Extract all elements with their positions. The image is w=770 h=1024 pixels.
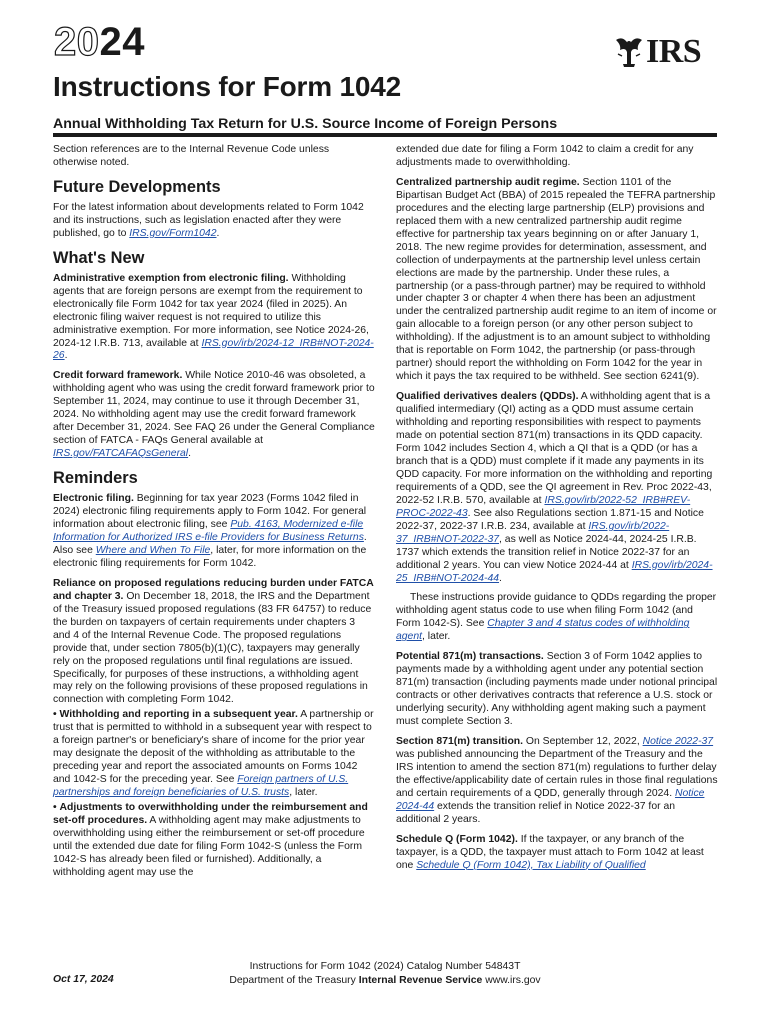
electronic-filing-paragraph xyxy=(53,493,375,571)
electronic-filing-title: Electronic filing. xyxy=(53,493,134,505)
footer-irs: Internal Revenue Service xyxy=(358,974,483,986)
footer-dept: Department of the Treasury xyxy=(229,974,359,986)
bullet-subsequent-year xyxy=(53,709,375,800)
reminders-heading: Reminders xyxy=(53,469,138,488)
bullet1-text: A partnership or trust that is permitted to withhold in a subsequent year with respect to a foreign partner's or beneficiary's share of income for the prior year may designate the deposit of the withholding as attributable to the preceding year and report the associated amounts on Forms 1042 and 1042-S for the preceding year. See xyxy=(53,709,374,786)
admin-end: . xyxy=(64,350,68,362)
future-developments-paragraph xyxy=(53,202,375,241)
intro-paragraph: Section references are to the Internal Revenue Code unless otherwise noted. xyxy=(53,144,330,168)
transition-title: Section 871(m) transition. xyxy=(396,735,524,747)
efile-end: , later, for more information on the electronic filing requirements for Form 1042. xyxy=(53,544,367,569)
continued-paragraph: extended due date for filing a Form 1042 to claim a credit for any adjustments made to overwithholding. xyxy=(396,144,694,168)
notice-2024-44-link-2[interactable]: Notice 2024-44 xyxy=(396,787,705,812)
year-heading xyxy=(54,19,145,65)
pub-4163-link[interactable]: Pub. 4163, Modernized e-file Information for Authorized IRS e-file Providers for Business Returns xyxy=(53,519,364,543)
bullet1-end: , later. xyxy=(289,787,318,799)
title-divider xyxy=(53,133,717,137)
qdd-title: Qualified derivatives dealers (QDDs). xyxy=(396,391,579,403)
future-developments-heading: Future Developments xyxy=(53,177,221,196)
qdd-end: . xyxy=(499,572,502,584)
notice-2024-26-link[interactable]: IRS.gov/irb/2024-12_IRB#NOT-2024-26 xyxy=(53,337,374,362)
centralized-audit-text: Section 1101 of the Bipartisan Budget Act (BBA) of 2015 repealed the TEFRA partnership procedures and the electing large partnership (ELP) provisions and replaced them with a new centralized partnership audit regime effective for partnership tax years beginning on or after January 1, 2018. The new regime provides for determination, assessment, and collection of underpayments at the partnership level unless certain elections are made by the partnership. Under these rules, a partnership (or a pass-through partner) may be required to withhold under chapter 3 or chapter 4 when there has been an adjustment under the centralized partnership audit regime to an item of income or gain allocable to a foreign person (or any other person subject to withholding). If the adjustment is to an amount subject to withholding that is reportable on Form 1042, the partnership (or pass-through partner) should report the withholding on Form 1042 for the year in which it pays the tax required to be withheld. See section 6241(9). xyxy=(396,176,717,383)
notice-2024-44-link[interactable]: IRS.gov/irb/2024-25_IRB#NOT-2024-44 xyxy=(396,559,713,584)
transition-mid: was published announcing the Department of the Treasury and the IRS intention to amend the section 871(m) regulations to further delay the effective/applicability date of certain rules in those final regulations and certain requirements of a QDD, generally through 2024. xyxy=(396,748,718,799)
credit-end: . xyxy=(188,448,192,460)
footer-date: Oct 17, 2024 xyxy=(53,974,114,985)
credit-forward-text: While Notice 2010-46 was obsoleted, a withholding agent who was using the credit forward framework prior to September 11, 2024, may continue to use it through December 31, 2024. No withholding agent may use the credit forward framework after December 31, 2024. See FAQ 26 under the General Compliance section of FATCA - FAQs General available at xyxy=(53,370,375,447)
admin-exemption-text: Withholding agents that are foreign persons are exempt from the requirement to electronically file Form 1042 for tax year 2024 (filed in 2025). An electronic filing waiver request is not required to utilize this administrative exemption. For more information, see Notice 2024-26, 2024-12 I.R.B. 713, available at xyxy=(53,272,369,349)
potential-871m-text: Section 3 of Form 1042 applies to payments made by a withholding agent under any potential section 871(m) transaction (including payments made under notional principal contracts or other derivatives contracts that reference a U.S. stock or underlying security). Any withholding agent making such a payment must complete Section 3. xyxy=(396,651,718,728)
qdd-guidance-paragraph xyxy=(396,592,718,644)
status-codes-link[interactable]: Chapter 3 and 4 status codes of withholding agent xyxy=(396,618,690,643)
future-text: For the latest information about developments related to Form 1042 and its instructions, such as legislation enacted after they were published, go to xyxy=(53,201,364,239)
efile-mid: . Also see xyxy=(53,531,367,556)
guidance-end: , later. xyxy=(422,631,451,643)
credit-forward-paragraph xyxy=(53,370,375,461)
reliance-title: Reliance on proposed regulations reducing burden under FATCA and chapter 3. xyxy=(53,577,374,602)
footer-agency xyxy=(200,974,570,988)
footer-catalog: Instructions for Form 1042 (2024) Catalog Number 54843T xyxy=(249,961,521,972)
bullet1-title: Withholding and reporting in a subsequent year. xyxy=(59,709,298,721)
where-when-file-link[interactable]: Where and When To File xyxy=(95,544,211,556)
bullet-icon: • xyxy=(53,802,60,814)
irs-wordmark: IRS xyxy=(646,33,702,70)
bullet2-text: A withholding agent may make adjustments to overwithholding using either the reimbursement or set-off procedure until the extended due date for filing Form 1042-S (unless the Form 1042-S has already been filed or furnished). Additionally, a withholding agent may use the xyxy=(53,814,365,878)
potential-871m-title: Potential 871(m) transactions. xyxy=(396,651,544,663)
admin-exemption-paragraph xyxy=(53,273,375,364)
page-subtitle: Annual Withholding Tax Return for U.S. Source Income of Foreign Persons xyxy=(53,116,558,132)
future-end: . xyxy=(216,227,220,239)
schedule-q-paragraph xyxy=(396,834,718,873)
notice-2022-37-link-2[interactable]: Notice 2022-37 xyxy=(642,735,714,747)
year-outline: 20 xyxy=(54,20,100,64)
bullet2-title: Adjustments to overwithholding under the reimbursement and set-off procedures. xyxy=(53,802,368,826)
guidance-text: These instructions provide guidance to QDDs regarding the proper withholding agent status code to use when filing Form 1042 (and Form 1042-S). See xyxy=(396,592,717,630)
reliance-paragraph xyxy=(53,578,375,708)
qdd-mid2: , as well as Notice 2024-44, 2024-25 I.R.B. 1737 which extends the transition relief in Notice 2022-37 for an additional 2 years. You can view Notice 2024-44 at xyxy=(396,533,697,571)
credit-forward-title: Credit forward framework. xyxy=(53,370,183,382)
rev-proc-2022-43-link[interactable]: IRS.gov/irb/2022-52_IRB#REV-PROC-2022-43 xyxy=(396,494,691,519)
reliance-text: On December 18, 2018, the IRS and the Department of the Treasury issued proposed regulations (83 FR 64757) to reduce the burden on taxpayers of certain requirements under chapters 3 and 4 of the Internal Revenue Code. The proposed regulations provide that, under section 7805(b)(1)(C), taxpayers may generally rely on the proposed regulations until final regulations are issued. Specifically, for purposes of these instructions, a withholding agent may rely on the following provisions of these proposed regulations in connection with completing Form 1042. xyxy=(53,590,372,706)
transition-text: On September 12, 2022, xyxy=(523,735,643,747)
potential-871m-paragraph xyxy=(396,651,718,729)
whats-new-heading: What's New xyxy=(53,248,145,267)
centralized-audit-title: Centralized partnership audit regime. xyxy=(396,176,580,188)
qdd-mid1: . See also Regulations section 1.871-15 and Notice 2022-37, 2022-37 I.R.B. 234, available at xyxy=(396,507,704,532)
bullet-icon: • xyxy=(53,709,60,721)
fatca-faqs-link[interactable]: IRS.gov/FATCAFAQsGeneral xyxy=(53,448,189,460)
transition-paragraph xyxy=(396,736,718,827)
form1042-link[interactable]: IRS.gov/Form1042 xyxy=(129,227,217,239)
foreign-partners-link[interactable]: Foreign partners of U.S. partnerships and foreign beneficiaries of U.S. trusts xyxy=(53,774,349,799)
notice-2022-37-link[interactable]: IRS.gov/irb/2022-37_IRB#NOT-2022-37 xyxy=(396,520,670,545)
left-column xyxy=(53,144,375,887)
eagle-icon xyxy=(612,34,646,70)
page-title: Instructions for Form 1042 xyxy=(53,71,401,102)
electronic-filing-text: Beginning for tax year 2023 (Forms 1042 filed in 2024) electronic filing requirements apply to Form 1042. For general information about electronic filing, see xyxy=(53,493,367,531)
right-column xyxy=(396,144,718,880)
irs-logo xyxy=(612,30,718,74)
schedule-q-title: Schedule Q (Form 1042). xyxy=(396,833,518,845)
transition-end: extends the transition relief in Notice 2022-37 for an additional 2 years. xyxy=(396,800,675,825)
bullet-overwithholding xyxy=(53,802,375,880)
schedule-q-link[interactable]: Schedule Q (Form 1042), Tax Liability of Qualified xyxy=(416,859,646,871)
qdd-paragraph xyxy=(396,391,718,585)
admin-exemption-title: Administrative exemption from electronic filing. xyxy=(53,272,289,284)
centralized-audit-paragraph xyxy=(396,177,718,384)
footer-url: www.irs.gov xyxy=(482,974,541,986)
schedule-q-text: If the taxpayer, or any branch of the taxpayer, is a QDD, the taxpayer must attach to Form 1042 at least one xyxy=(396,833,704,871)
year-solid: 24 xyxy=(99,20,145,64)
footer-info xyxy=(200,960,570,987)
qdd-text: A withholding agent that is a qualified intermediary (QI) acting as a QDD must assume certain withholding and reporting responsibilities with respect to payments made on potential section 871(m) transactions in its QDD capacity. Form 1042 includes Section 4, which a QI that is a QDD (or has a branch that is a QDD) must complete if it made any payments in its QDD capacity. For more information on the withholding and reporting requirements of a QDD, see the QI agreement in Rev. Proc 2022-43, 2022-52 I.R.B. 570, available at xyxy=(396,391,713,506)
